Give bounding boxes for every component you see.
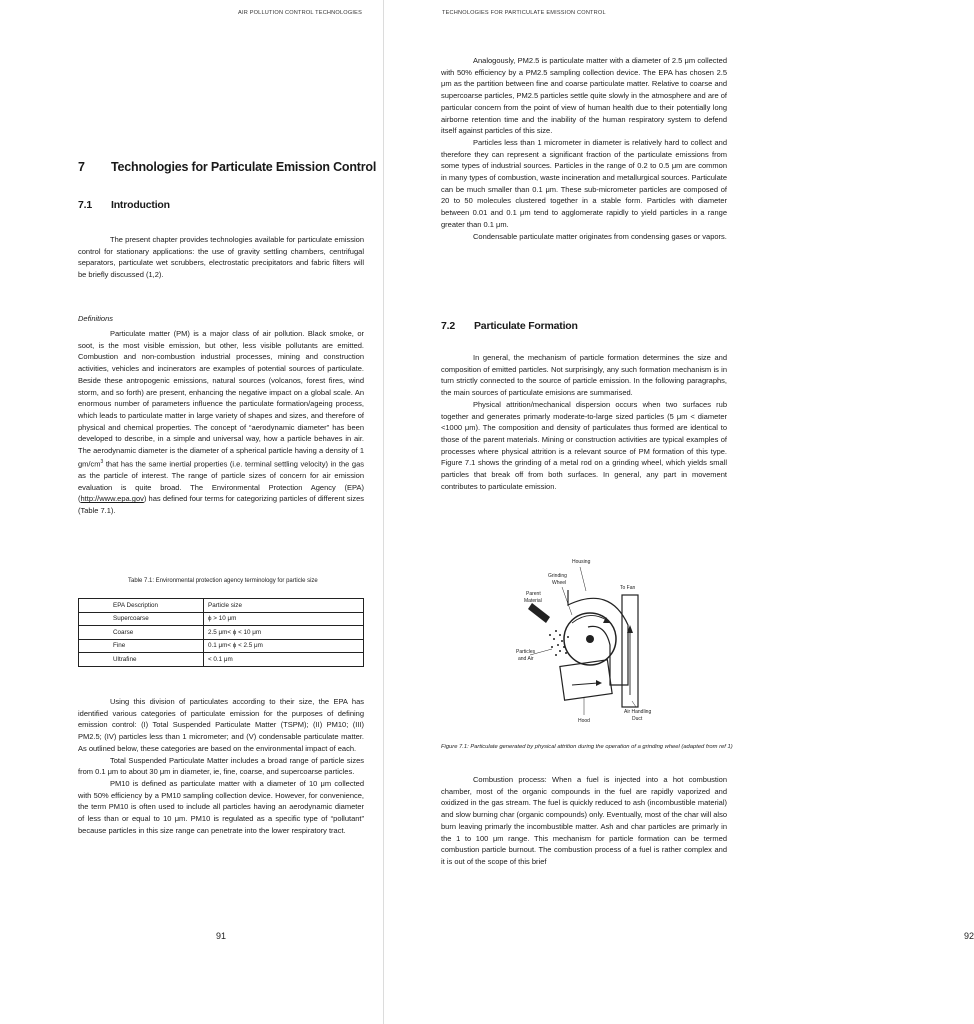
intro-paragraph: The present chapter provides technologies available for particulate emission control for stationary applications: the use of gravity settling chambers, centrifugal separators, particulate wet scrubbers, electrostatic precipitators and fabric filters will be briefly discussed (1,2). (78, 235, 364, 280)
mechanism-paragraph: In general, the mechanism of particle formation determines the size and composition of emitted particles. Not surprisingly, any such formation mechanism is in turn strictly connected to the source of particle emission. In the following paragraphs, the main sources of particulate emisions are summarised. (441, 353, 727, 398)
table-cell-description: Fine (79, 639, 204, 653)
label-grinding: Grinding (548, 573, 567, 579)
epa-particle-size-table (78, 598, 364, 667)
tspm-paragraph: Total Suspended Particulate Matter includes a broad range of particle sizes from 0.1 μm to about 30 μm in diameter, ie, fine, coarse, and supercoarse particles. (78, 755, 364, 777)
hood-flow-arrow (572, 683, 598, 685)
housing-outline (568, 590, 628, 685)
hood-flow-arrowhead (596, 680, 602, 686)
chapter-title-text: Technologies for Particulate Emission Control (111, 160, 377, 174)
condensable-paragraph: Condensable particulate matter originates from condensing gases or vapors. (473, 231, 727, 241)
definitions-paragraph (78, 328, 364, 517)
definitions-text-1: Particulate matter (PM) is a major class of air pollution. Black smoke, or soot, is the most visible emission, but other, less visible pollutants are emitted. Combustion and non-combustion industrial processes, mining and construction activities, vehicles and incinerators are examples of potential sources of particulate. Beside these antropogenic emissions, natural sources (volcanos, forest fires, wind storm, and so forth) are present, enhancing the negative impact on a global scale. An enormous number of parameters influence the particulate formation/ageing process, which leads to particulate matter in large variety of shapes and sizes, and therefore of physical and chemical properties. The concept of “aerodynamic diameter” has been developed to describe, in a simple and universal way, how a particle behaves in air. The aerodynamic diameter is the diameter of a spherical particle having a density of 1 gm/cm (78, 329, 364, 469)
submicron-paragraph: Particles less than 1 micrometer in diameter is relatively hard to collect and therefore they can represent a significant fraction of the particulate emissions from some types of industrial sources. Particles in the range of 0.2 to 0.5 μm are common in many types of combustion, waste incineration and metallurgical sources. Particulate can be much smaller than 0.1 μm. These sub-micrometer particles are composed of 20 to 50 molecules clustered together in a stable form. Particles with diameter between 0.01 and 0.1 μm tend to agglomerate rapidly to yield particles in a range greater than 0.1 μm. (441, 137, 727, 229)
definitions-block (78, 328, 364, 517)
section-title-text: Introduction (111, 199, 170, 211)
table-cell-size: < 0.1 μm (204, 653, 364, 667)
table-cell-size: 0.1 μm< ϕ < 2.5 μm (204, 639, 364, 653)
label-hood: Hood (578, 718, 590, 724)
label-to-fan: To Fan (620, 585, 636, 591)
epa-link[interactable]: http://www.epa.gov (80, 494, 144, 504)
after-table-block (78, 696, 364, 836)
attrition-paragraph: Physical attrition/mechanical dispersion occurs when two surfaces rub together and generates primarly moderate-to-large sized particles (5 μm < diameter <1000 μm). The composition and density of particulates thus formed are identical to those of the parent materials. Mining or construction activities are typical examples of processes where physical attrition is a relevant source of PM formation of this type. Figure 7.1 shows the grinding of a metal rod on a grinding wheel, which yields small particles that break off from both surfaces. In general, any part in movement contributes to particulate emission. (441, 399, 727, 491)
wheel-axle (586, 635, 594, 643)
page-number-left: 91 (216, 931, 227, 941)
table-row (79, 626, 364, 640)
section-title-7-2 (441, 320, 578, 332)
duct-pointer (632, 701, 636, 707)
table-cell-size: ϕ > 10 μm (204, 612, 364, 626)
right-page (384, 0, 974, 1024)
table-cell-description: Coarse (79, 626, 204, 640)
section-title-text: Particulate Formation (474, 320, 578, 332)
combustion-block (441, 774, 727, 868)
definitions-text-2: that has the same inertial properties (i.e. terminal settling velocity) in the gas as the particle of interest. The range of particle sizes of concern for air emission evaluation is quite broad. The Environmental Protection Agency (EPA) ( (78, 459, 364, 504)
definitions-text-3: ) has defined four terms for categorizing particles of different sizes (Table 7.1). (78, 494, 364, 516)
label-and-air: and Air (518, 656, 534, 662)
label-housing: Housing (572, 559, 591, 565)
grinding-wheel-figure (510, 555, 670, 730)
parent-material-rod (528, 603, 550, 623)
table-cell-description: Ultrafine (79, 653, 204, 667)
pm10-paragraph: PM10 is defined as particulate matter with a diameter of 10 μm collected with 50% efficiency by a PM10 sampling collection device. However, for convenience, the term PM10 is often used to include all particles having an aerodynamic diameter of less than or equal to 10 μm. PM10 is regulated as a specific type of “pollutant” because particles in this size range can penetrate into the lower respiratory tract. (78, 778, 364, 835)
combustion-paragraph: Combustion process: When a fuel is injected into a hot combustion chamber, most of the organic compounds in the fuel are rapidly vaporized and oxidized in the gas stream. The fuel is quickly reduced to ash (incombustible material) and slow burning char (organic compounds) only. Eventually, most of the char will also burn leaving primarly the incombustible matter. Ash and char particles are primarly in the 1 to 100 μm range. This mechanism for particle formation can be termed combustion particle burnout. The combustion process of a fuel is rather complex and it is out of the scope of this brief (441, 775, 727, 866)
particle-spray (549, 630, 569, 656)
running-head-left: AIR POLLUTION CONTROL TECHNOLOGIES (238, 10, 362, 16)
definitions-superscript: 3 (100, 458, 104, 465)
running-head-right: TECHNOLOGIES FOR PARTICULATE EMISSION CONTROL (442, 10, 606, 16)
section-number: 7.1 (78, 199, 92, 211)
formation-block (441, 352, 727, 492)
right-top-block (441, 55, 727, 242)
definitions-heading: Definitions (78, 314, 114, 323)
table-caption: Table 7.1: Environmental protection agency terminology for particle size (128, 578, 318, 584)
table-row (79, 653, 364, 667)
table-cell-description: Supercoarse (79, 612, 204, 626)
table-row (79, 639, 364, 653)
section-number: 7.2 (441, 320, 455, 332)
table-cell-size: 2.5 μm< ϕ < 10 μm (204, 626, 364, 640)
table-row (79, 612, 364, 626)
table-header-size: Particle size (204, 599, 364, 613)
hood (560, 660, 612, 700)
label-duct: Duct (632, 716, 643, 722)
chapter-number: 7 (78, 160, 85, 174)
wheel-pointer (562, 587, 572, 615)
table-header-row (79, 599, 364, 613)
label-air-handling: Air Handling (624, 709, 652, 715)
intro-block (78, 234, 364, 281)
housing-pointer (580, 567, 586, 591)
left-page (0, 0, 384, 1024)
table-header-description: EPA Description (79, 599, 204, 613)
label-wheel: Wheel (552, 580, 567, 586)
pm25-paragraph: Analogously, PM2.5 is particulate matter with a diameter of 2.5 μm collected with 50% efficiency by a PM2.5 sampling collection device. The EPA has chosen 2.5 μm as the partition between fine and coarse particulate matter. Relative to coarse and supercoarse particles, PM2.5 particles settle quite slowly in the atmosphere and are of particular concern from the point of view of human health due to their potentially long airborne retention time and the inability of the human respiratory system to defend itself against particles of this size. (441, 56, 727, 136)
categories-paragraph: Using this division of particulates according to their size, the EPA has identified various categories of particulate emission for the purposes of defining emission control: (I) Total Suspended Particulate Matter (TSPM); (II) PM10; (III) PM2.5; (IV) particles less than 1 micrometer; and (V) condensable particulate matter. As outlined below, these categories are based on the environmental impact of each. (78, 697, 364, 753)
chapter-title (78, 160, 376, 174)
label-parent: Parent (526, 591, 541, 597)
label-particles: Particles (516, 649, 536, 655)
figure-caption: Figure 7.1: Particulate generated by physical attrition during the operation of a grinding wheel (adapted from ref 1) (441, 744, 733, 750)
page-number-right: 92 (964, 931, 974, 941)
section-title-7-1 (78, 199, 170, 211)
label-material: Material (524, 598, 542, 604)
